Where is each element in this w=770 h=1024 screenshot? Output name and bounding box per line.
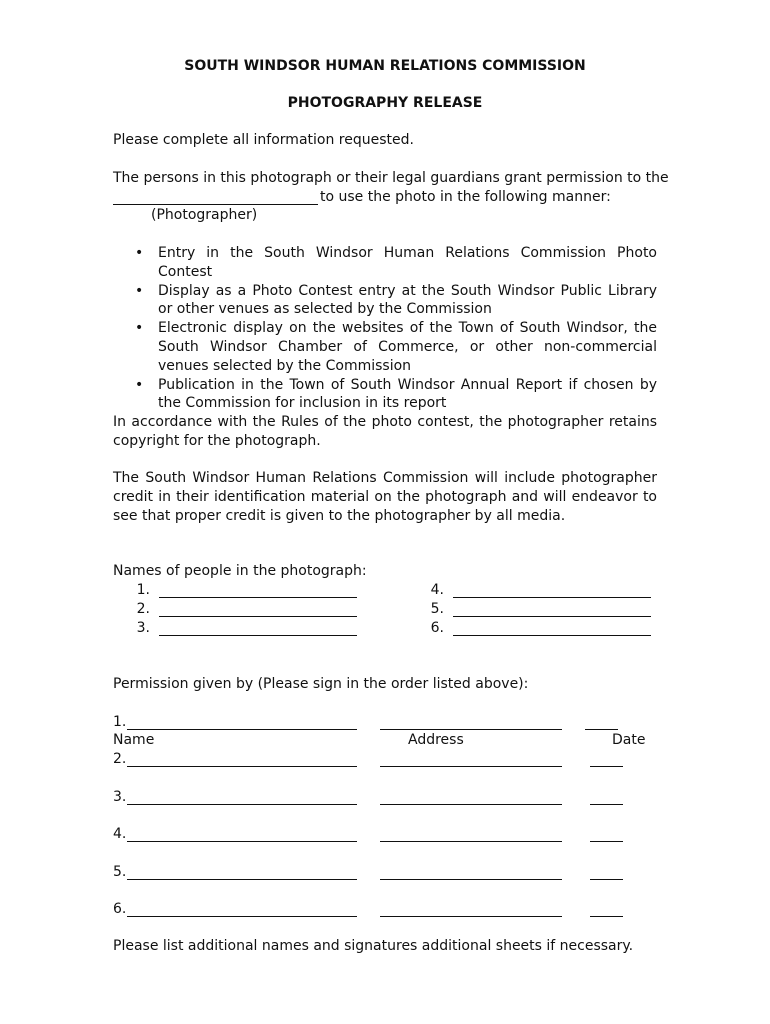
list-item: • Entry in the South Windsor Human Relations Commission Photo Contest xyxy=(135,245,657,280)
photographer-field[interactable] xyxy=(113,204,318,205)
names-label: Names of people in the photograph: xyxy=(113,563,367,579)
signature-name-field-4[interactable] xyxy=(127,841,357,842)
permission-line-2: to use the photo in the following manner: xyxy=(320,189,611,205)
signature-name-field-5[interactable] xyxy=(127,879,357,880)
usage-list xyxy=(113,244,657,413)
name-number: 5. xyxy=(430,601,444,617)
signature-name-field-2[interactable] xyxy=(127,766,357,767)
signature-name-field-6[interactable] xyxy=(127,916,357,917)
name-field-6[interactable] xyxy=(453,635,651,636)
footer-note: Please list additional names and signatures additional sheets if necessary. xyxy=(113,938,634,954)
signature-date-field-5[interactable] xyxy=(590,879,623,880)
list-item: • Display as a Photo Contest entry at the South Windsor Public Library or other venues as selected by the Commission xyxy=(135,282,657,318)
name-field-5[interactable] xyxy=(453,616,651,617)
name-column-label: Name xyxy=(113,732,155,748)
name-number: 1. xyxy=(136,582,150,598)
document-title: PHOTOGRAPHY RELEASE xyxy=(287,95,483,111)
list-item: • Publication in the Town of South Windsor Annual Report if chosen by the Commission for inclusion in its report xyxy=(135,376,657,412)
signature-address-field-2[interactable] xyxy=(380,766,562,767)
signature-date-field-6[interactable] xyxy=(590,916,623,917)
signature-name-field-3[interactable] xyxy=(127,804,357,805)
copyright-paragraph: In accordance with the Rules of the photo contest, the photographer retains copyright for the photograph. xyxy=(113,414,657,449)
name-number: 2. xyxy=(136,601,150,617)
bullet-icon: • xyxy=(135,245,144,261)
signature-row-number: 1. xyxy=(113,714,127,730)
bullet-icon: • xyxy=(135,320,144,337)
signature-date-field-3[interactable] xyxy=(590,804,623,805)
name-number: 6. xyxy=(430,620,444,636)
instruction-text: Please complete all information requested. xyxy=(113,132,414,148)
name-number: 4. xyxy=(430,582,444,598)
address-column-label: Address xyxy=(408,732,464,748)
signature-name-field-1[interactable] xyxy=(127,729,357,730)
name-field-4[interactable] xyxy=(453,597,651,598)
name-field-3[interactable] xyxy=(159,635,357,636)
photographer-label: (Photographer) xyxy=(151,207,258,223)
organization-title: SOUTH WINDSOR HUMAN RELATIONS COMMISSION xyxy=(184,58,586,74)
signature-address-field-5[interactable] xyxy=(380,879,562,880)
list-item: • Electronic display on the websites of the Town of South Windsor, the South Windsor Chamber of Commerce, or other non-commercial venues selected by the Commission xyxy=(135,320,657,374)
signature-address-field-3[interactable] xyxy=(380,804,562,805)
signature-date-field-4[interactable] xyxy=(590,841,623,842)
name-number: 3. xyxy=(136,620,150,636)
credit-paragraph: The South Windsor Human Relations Commission will include photographer credit in their identification material on the photograph and will endeavor to see that proper credit is given to the photographer by all media. xyxy=(113,470,657,524)
signature-address-field-4[interactable] xyxy=(380,841,562,842)
signature-date-field-2[interactable] xyxy=(590,766,623,767)
permission-line-1: The persons in this photograph or their legal guardians grant permission to the xyxy=(113,170,669,186)
signature-row-number: 2. xyxy=(113,751,127,767)
signatures-label: Permission given by (Please sign in the order listed above): xyxy=(113,676,529,692)
name-field-2[interactable] xyxy=(159,616,357,617)
signature-row-number: 5. xyxy=(113,864,127,880)
bullet-icon: • xyxy=(135,376,144,393)
name-field-1[interactable] xyxy=(159,597,357,598)
signature-row-number: 6. xyxy=(113,901,127,917)
signature-address-field-6[interactable] xyxy=(380,916,562,917)
date-column-label: Date xyxy=(612,732,646,748)
signature-address-field-1[interactable] xyxy=(380,729,562,730)
signature-date-field-1[interactable] xyxy=(585,729,618,730)
bullet-icon: • xyxy=(135,282,144,299)
signature-row-number: 4. xyxy=(113,826,127,842)
signature-row-number: 3. xyxy=(113,789,127,805)
